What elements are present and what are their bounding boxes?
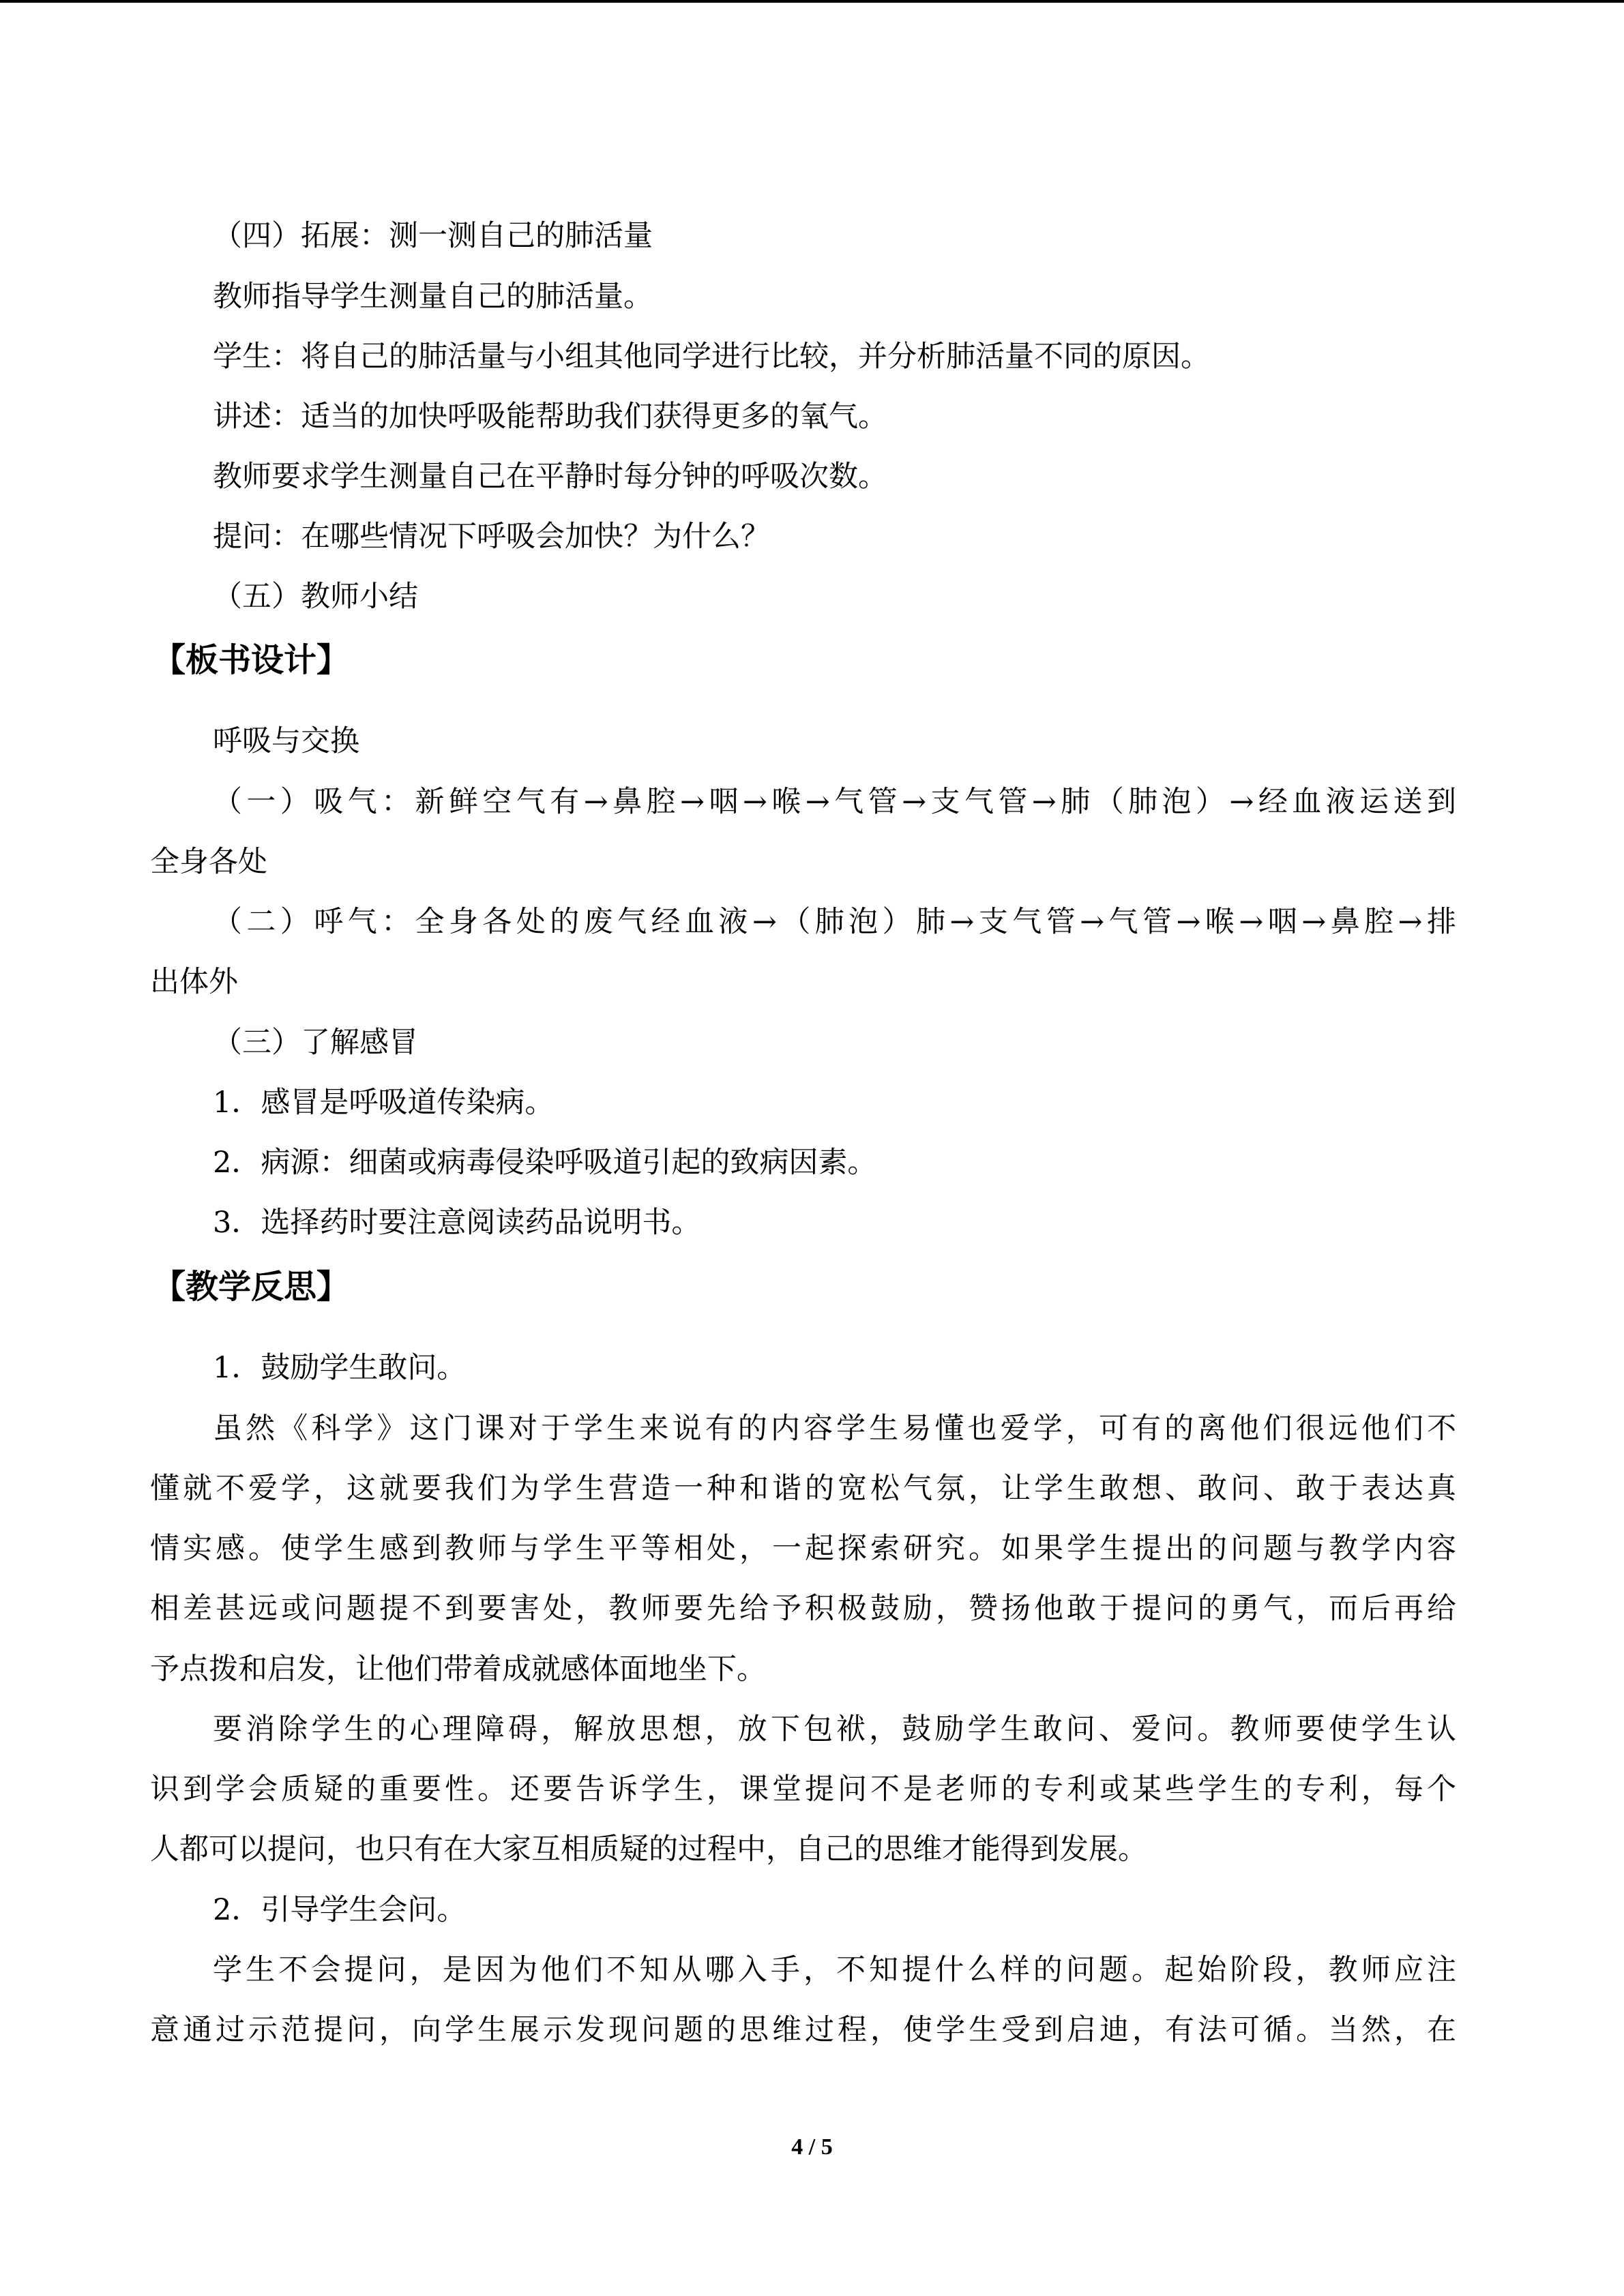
exhale-line-1: （二）呼气：全身各处的废气经血液→（肺泡）肺→支气管→气管→喉→咽→鼻腔→排 (213, 905, 1456, 939)
top-border-line (0, 0, 1624, 3)
reflection-para-3-line-2: 意通过示范提问，向学生展示发现问题的思维过程，使学生受到启迪，有法可循。当然，在 (150, 2013, 1456, 2047)
extension-section-title: （四）拓展：测一测自己的肺活量 (213, 219, 653, 253)
extension-line-3: 讲述：适当的加快呼吸能帮助我们获得更多的氧气。 (213, 400, 887, 434)
reflection-heading: 【教学反思】 (153, 1268, 350, 1306)
extension-line-1: 教师指导学生测量自己的肺活量。 (213, 280, 653, 314)
reflection-para-1-line-3: 情实感。使学生感到教师与学生平等相处，一起探索研究。如果学生提出的问题与教学内容 (150, 1532, 1456, 1566)
board-design-subtitle: 呼吸与交换 (213, 724, 359, 758)
reflection-para-1-line-2: 懂就不爱学，这就要我们为学生营造一种和谐的宽松气氛，让学生敢想、敢问、敢于表达真 (150, 1472, 1456, 1506)
cold-item-1: 1．感冒是呼吸道传染病。 (213, 1086, 555, 1120)
reflection-para-1-line-5: 予点拨和启发，让他们带着成就感体面地坐下。 (150, 1652, 766, 1686)
reflection-para-1-line-1: 虽然《科学》这门课对于学生来说有的内容学生易懂也爱学，可有的离他们很远他们不 (213, 1412, 1456, 1446)
reflection-para-1-line-4: 相差甚远或问题提不到要害处，教师要先给予积极鼓励，赞扬他敢于提问的勇气，而后再给 (150, 1592, 1456, 1626)
reflection-para-2-line-1: 要消除学生的心理障碍，解放思想，放下包袱，鼓励学生敢问、爱问。教师要使学生认 (213, 1712, 1456, 1746)
cold-item-3: 3．选择药时要注意阅读药品说明书。 (213, 1206, 701, 1240)
extension-line-2: 学生：将自己的肺活量与小组其他同学进行比较，并分析肺活量不同的原因。 (213, 340, 1210, 374)
reflection-para-3-line-1: 学生不会提问，是因为他们不知从哪入手，不知提什么样的问题。起始阶段，教师应注 (213, 1953, 1456, 1987)
cold-section-title: （三）了解感冒 (213, 1026, 418, 1060)
reflection-para-2-line-3: 人都可以提问，也只有在大家互相质疑的过程中，自己的思维才能得到发展。 (150, 1832, 1147, 1866)
exhale-line-2: 出体外 (150, 965, 238, 999)
board-design-heading: 【板书设计】 (153, 641, 350, 679)
inhale-line-1: （一）吸气：新鲜空气有→鼻腔→咽→喉→气管→支气管→肺（肺泡）→经血液运送到 (213, 785, 1456, 819)
page-number: 4 / 5 (791, 2134, 833, 2160)
reflection-point-1-title: 1．鼓励学生敢问。 (213, 1351, 467, 1385)
extension-line-4: 教师要求学生测量自己在平静时每分钟的呼吸次数。 (213, 460, 887, 494)
reflection-point-2-title: 2．引导学生会问。 (213, 1893, 467, 1927)
cold-item-2: 2．病源：细菌或病毒侵染呼吸道引起的致病因素。 (213, 1146, 877, 1180)
reflection-para-2-line-2: 识到学会质疑的重要性。还要告诉学生，课堂提问不是老师的专利或某些学生的专利，每个 (150, 1772, 1456, 1806)
extension-line-5: 提问：在哪些情况下呼吸会加快？为什么？ (213, 520, 770, 554)
summary-section-title: （五）教师小结 (213, 580, 418, 614)
inhale-line-2: 全身各处 (150, 845, 267, 879)
